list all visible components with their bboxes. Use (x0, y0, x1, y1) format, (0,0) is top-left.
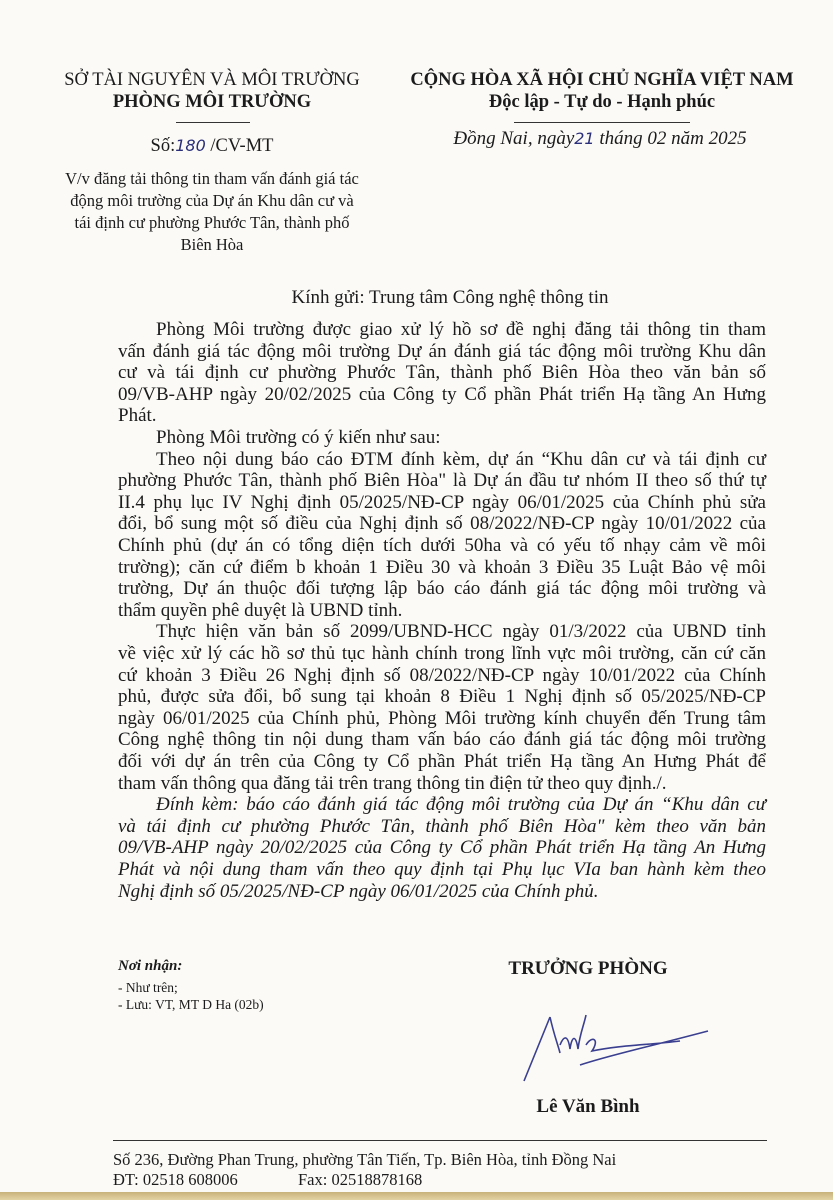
signer-title: TRƯỞNG PHÒNG (508, 958, 668, 979)
footer-fax: Fax: 02518878168 (298, 1170, 423, 1189)
paragraph-line: đối với dự án trên của Công ty Cổ phần Phát triển Hạ tầng An Hưng Phát để (118, 751, 766, 772)
national-motto: Độc lập - Tự do - Hạnh phúc (488, 92, 716, 112)
paragraph-line: 09/VB-AHP ngày 20/02/2025 của Công ty Cổ phần Phát triển Hạ tầng An Hưng (118, 837, 766, 859)
recipient-item: - Như trên; (118, 980, 178, 995)
date-line (453, 128, 746, 150)
scan-edge (0, 1192, 833, 1200)
paragraph-line: 09/VB-AHP ngày 20/02/2025 của Công ty Cổ phần Phát triển Hạ tầng An Hưng (118, 383, 766, 405)
subject (65, 168, 359, 256)
paragraph-line: II.4 phụ lục IV Nghị định 05/2025/NĐ-CP ngày 06/01/2025 của Chính phủ sửa (118, 491, 766, 513)
footer-phone: ĐT: 02518 608006 (113, 1170, 238, 1189)
paragraph-line: trường, Dự án thuộc đối tượng lập báo cáo đánh giá tác động môi trường và (118, 578, 766, 600)
paragraph-line: cứ khoản 3 Điều 26 Nghị định số 08/2022/NĐ-CP ngày 10/01/2022 của Chính (118, 664, 766, 686)
date-suffix: tháng 02 năm 2025 (599, 128, 747, 149)
paragraph-line: thẩm quyền phê duyệt là UBND tỉnh. (118, 599, 403, 621)
number-prefix: Số: (150, 136, 176, 156)
paragraph-line: Thực hiện văn bản số 2099/UBND-HCC ngày 01/3/2022 của UBND tỉnh (156, 621, 766, 643)
handwritten-number: 180 (175, 136, 206, 155)
recipient-line: Kính gửi: Trung tâm Công nghệ thông tin (291, 287, 609, 308)
recipients-title: Nơi nhận: (118, 958, 183, 974)
paragraph-line: Theo nội dung báo cáo ĐTM đính kèm, dự án “Khu dân cư và tái định cư (156, 448, 766, 470)
paragraph-line: Đính kèm: báo cáo đánh giá tác động môi trường của Dự án “Khu dân cư (156, 794, 766, 816)
paragraph-line: về việc xử lý các hồ sơ thủ tục hành chính trong lĩnh vực môi trường, căn cứ căn (118, 643, 766, 664)
divider (176, 122, 250, 123)
subject-line: động môi trường của Dự án Khu dân cư và (70, 191, 354, 210)
footer-address: Số 236, Đường Phan Trung, phường Tân Tiến, Tp. Biên Hòa, tỉnh Đồng Nai (113, 1150, 617, 1169)
agency-name: PHÒNG MÔI TRƯỜNG (112, 92, 312, 112)
paragraph-line: đổi, bổ sung một số điều của Nghị định số 08/2022/NĐ-CP ngày 10/01/2022 của (118, 513, 766, 535)
divider (514, 122, 690, 123)
document-number (151, 136, 274, 157)
footer-divider (113, 1140, 767, 1141)
national-title: CỘNG HÒA XÃ HỘI CHỦ NGHĨA VIỆT NAM (410, 70, 794, 90)
paragraph-line: Công nghệ thông tin nội dung tham vấn báo cáo đánh giá tác động môi trường (118, 729, 766, 751)
paragraph-line: Phòng Môi trường có ý kiến như sau: (156, 427, 441, 448)
paragraph-line: phủ, được sửa đổi, bổ sung tại khoản 8 Điều 1 Nghị định số 05/2025/NĐ-CP (118, 686, 766, 708)
signature-image (520, 1005, 710, 1085)
parent-agency: SỞ TÀI NGUYÊN VÀ MÔI TRƯỜNG (64, 70, 360, 90)
paragraph-line: Chính phủ (dự án có tổng diện tích dưới 50ha và có yếu tố nhạy cảm về môi (118, 535, 766, 556)
paragraph-line: vấn đánh giá tác động môi trường Dự án đánh giá tác động môi trường Khu dân (118, 340, 766, 362)
subject-line: V/v đăng tải thông tin tham vấn đánh giá tác (65, 169, 359, 188)
paragraph-line: Nghị định số 05/2025/NĐ-CP ngày 06/01/2025 của Chính phủ. (118, 880, 599, 902)
paragraph-line: cư và tái định cư phường Phước Tân, thành phố Biên Hòa theo văn bản số (118, 362, 766, 384)
recipient-item: - Lưu: VT, MT D Ha (02b) (118, 997, 264, 1012)
signer-name: Lê Văn Bình (536, 1096, 640, 1117)
paragraph-line: trường); căn cứ điểm b khoản 1 Điều 30 và khoản 3 Điều 35 Luật Bảo vệ môi (118, 556, 766, 578)
paragraph-line: Phát. (118, 405, 157, 427)
paragraph-line: và tái định cư phường Phước Tân, thành phố Biên Hòa" kèm theo văn bản (118, 815, 766, 837)
subject-line: Biên Hòa (180, 235, 244, 254)
paragraph-line: Phát và nội dung tham vấn theo quy định tại Phụ lục VIa ban hành kèm theo (118, 859, 766, 880)
subject-line: tái định cư phường Phước Tân, thành phố (74, 213, 350, 232)
paragraph-line: Phòng Môi trường được giao xử lý hồ sơ đề nghị đăng tải thông tin tham (156, 319, 766, 340)
date-prefix: Đồng Nai, ngày (453, 128, 575, 149)
handwritten-day: 21 (574, 129, 595, 148)
paragraph-line: ngày 06/01/2025 của Chính phủ, Phòng Môi trường kính chuyển đến Trung tâm (118, 707, 766, 729)
paragraph-line: tham vấn thông qua đăng tải trên trang thông tin điện tử theo quy định./. (118, 772, 667, 794)
paragraph-line: phường Phước Tân, thành phố Biên Hòa" là Dự án đầu tư nhóm II theo số thứ tự (118, 470, 766, 492)
number-suffix: /CV-MT (210, 136, 274, 156)
